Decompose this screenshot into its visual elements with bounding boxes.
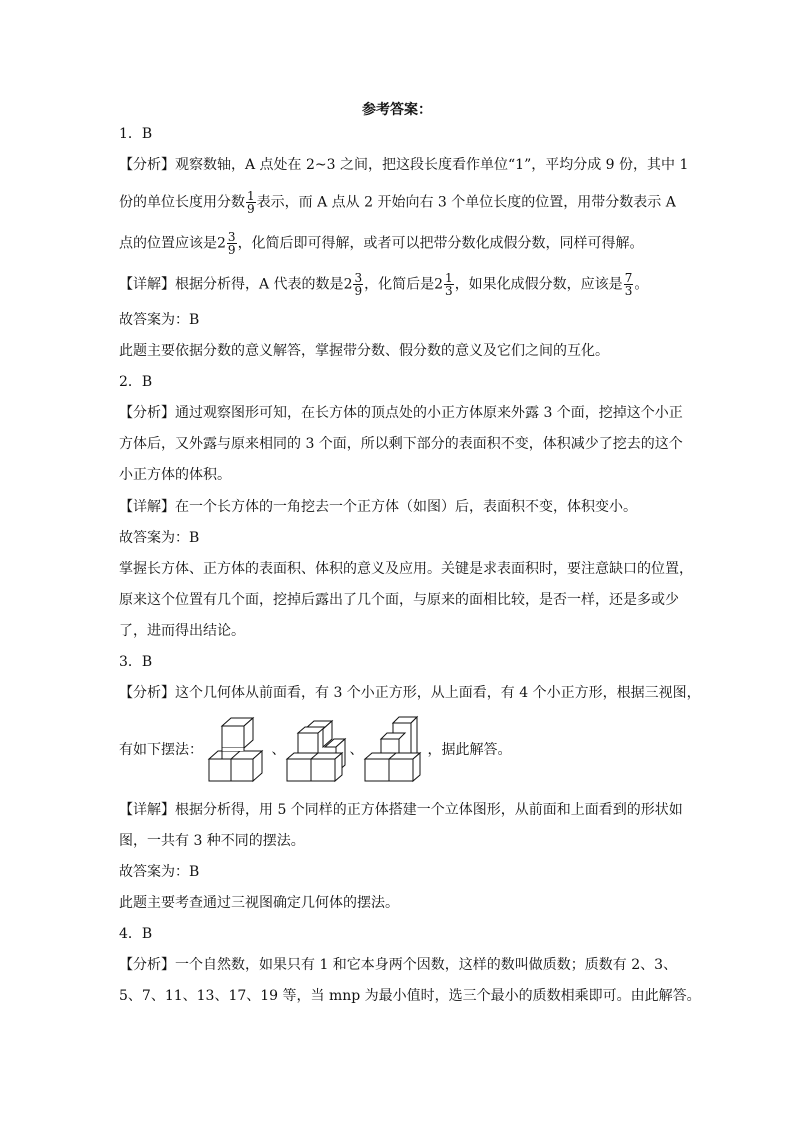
fraction-numerator: 3 [227, 230, 236, 244]
q3-analysis-line1: 【分析】这个几何体从前面看，有 3 个小正方形，从上面看，有 4 个小正方形，根据三视图， [119, 685, 701, 701]
separator: 、 [349, 742, 364, 758]
fraction [624, 272, 634, 297]
q1-analysis-text: 份的单位长度用分数 [119, 194, 245, 211]
q3-answer: 故答案为：B [119, 864, 200, 880]
fraction-denominator: 3 [624, 284, 633, 298]
separator: 、 [271, 742, 286, 758]
q2-note-line1: 掌握长方体、正方体的表面积、体积的意义及应用。关键是求表面积时，要注意缺口的位置， [119, 561, 693, 577]
q2-analysis-line1: 【分析】通过观察图形可知，在长方体的顶点处的小正方体原来外露 3 个面，挖掉这个小正 [119, 405, 683, 421]
cube-arrangement-1 [207, 715, 271, 785]
fraction [444, 272, 454, 297]
q1-analysis-text: ，化简后即可得解，或者可以把带分数化成假分数，同样可得解。 [237, 235, 644, 252]
page-title: 参考答案： [362, 102, 432, 118]
fraction-denominator: 9 [227, 243, 236, 257]
q1-detail-text: 。 [634, 276, 649, 293]
mixed-whole: 2 [217, 235, 226, 252]
fraction-numerator: 7 [624, 271, 633, 285]
q1-answer: 故答案为：B [119, 312, 200, 328]
q2-note-line2: 原来这个位置有几个面，挖掉后露出了几个面，与原来的面相比较，是否一样，还是多或少 [119, 592, 679, 608]
q2-note-line3: 了，进而得出结论。 [119, 623, 245, 639]
q3-analysis-text: ，据此解答。 [427, 742, 512, 758]
q1-analysis-line2 [119, 190, 679, 215]
q3-note: 此题主要考查通过三视图确定几何体的摆法。 [119, 895, 399, 911]
q2-number: 2．B [119, 374, 153, 390]
q1-detail-text: ，如果化成假分数，应该是 [454, 276, 623, 293]
q1-analysis-line3 [119, 231, 679, 256]
q1-analysis-text: 表示，而 A 点从 2 开始向右 3 个单位长度的位置，用带分数表示 A [256, 194, 676, 211]
q2-answer: 故答案为：B [119, 530, 200, 546]
q2-analysis-line2: 方体后，又外露与原来相同的 3 个面，所以剩下部分的表面积不变，体积减少了挖去的这个 [119, 436, 683, 452]
fraction [227, 231, 237, 256]
q1-detail-text: ，化简后是 [364, 276, 435, 293]
q2-analysis-line3: 小正方体的体积。 [119, 467, 231, 483]
q2-detail: 【详解】在一个长方体的一角挖去一个正方体（如图）后，表面积不变，体积变小。 [119, 499, 637, 515]
fraction [246, 190, 256, 215]
fraction-denominator: 9 [247, 202, 255, 216]
fraction-denominator: 9 [354, 284, 363, 298]
q1-analysis-text: 点的位置应该是 [119, 235, 217, 252]
fraction [353, 272, 363, 297]
q4-analysis-line1: 【分析】一个自然数，如果只有 1 和它本身两个因数，这样的数叫做质数；质数有 2、3、 [119, 957, 678, 973]
q3-detail-line2: 图，一共有 3 种不同的摆法。 [119, 833, 305, 849]
q4-analysis-line2: 5、7、11、13、17、19 等，当 mnp 为最小值时，选三个最小的质数相乘即可。由此解答。 [119, 988, 701, 1004]
cube-arrangement-2 [285, 715, 349, 785]
q3-detail-line1: 【详解】根据分析得，用 5 个同样的正方体搭建一个立体图形，从前面和上面看到的形状如 [119, 802, 683, 818]
fraction-numerator: 1 [247, 189, 255, 203]
mixed-whole: 2 [343, 276, 353, 293]
q3-number: 3．B [119, 654, 153, 670]
q3-analysis-line2 [119, 712, 679, 788]
mixed-whole: 2 [434, 276, 444, 293]
fraction-numerator: 1 [445, 271, 453, 285]
q1-number: 1．B [119, 126, 153, 142]
q1-analysis-line1: 【分析】观察数轴，A 点处在 2~3 之间，把这段长度看作单位“1”，平均分成 9 份，其中 1 [119, 157, 689, 173]
q4-number: 4．B [119, 926, 153, 942]
cube-arrangement-3 [363, 715, 427, 785]
q1-note: 此题主要依据分数的意义解答，掌握带分数、假分数的意义及它们之间的互化。 [119, 343, 609, 359]
q3-analysis-text: 有如下摆法： [119, 742, 203, 758]
fraction-denominator: 3 [445, 284, 453, 298]
q1-detail-text: 【详解】根据分析得，A 代表的数是 [119, 276, 344, 293]
q1-detail-line [119, 272, 679, 297]
fraction-numerator: 3 [354, 271, 363, 285]
